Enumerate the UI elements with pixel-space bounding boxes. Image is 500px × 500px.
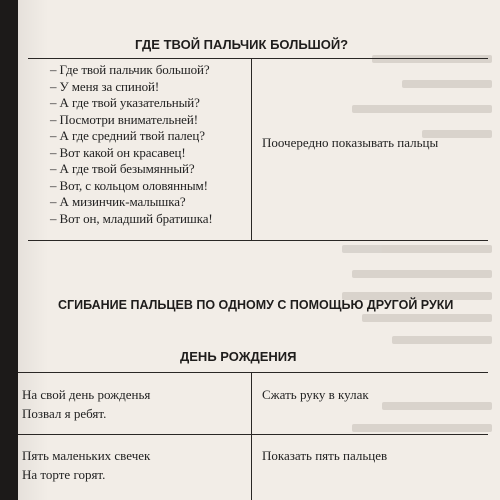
table1-poem xyxy=(50,62,213,227)
table2-row2-line1: Пять маленьких свечек xyxy=(22,448,151,463)
section-heading: СГИБАНИЕ ПАЛЬЦЕВ ПО ОДНОМУ С ПОМОЩЬЮ ДРУГОЙ РУКИ xyxy=(58,298,454,312)
poem-line: – А где твой указательный? xyxy=(50,95,200,110)
table2-row1-line2: Позвал я ребят. xyxy=(22,406,107,421)
table2-top-rule xyxy=(18,372,488,373)
table1-bottom-rule xyxy=(28,240,488,241)
table2-row2-line2: На торте горят. xyxy=(22,467,106,482)
table2-title: ДЕНЬ РОЖДЕНИЯ xyxy=(180,349,297,364)
table1-top-rule xyxy=(28,58,488,59)
poem-line: – Вот он, младший братишка! xyxy=(50,210,213,226)
poem-line: – У меня за спиной! xyxy=(50,78,160,94)
poem-line: – Вот какой он красавец! xyxy=(50,144,186,160)
table2-row2-action: Показать пять пальцев xyxy=(262,448,388,463)
poem-line: – Посмотри внимательней! xyxy=(50,111,198,127)
table1-title: ГДЕ ТВОЙ ПАЛЬЧИК БОЛЬШОЙ? xyxy=(135,37,349,52)
table2-column-divider xyxy=(251,372,252,500)
table2-row-rule xyxy=(18,434,488,435)
poem-line: – Где твой пальчик большой? xyxy=(50,62,210,77)
table1-column-divider xyxy=(251,58,252,241)
poem-line: – А мизинчик-малышка? xyxy=(50,194,186,209)
poem-line: – Вот, с кольцом оловянным! xyxy=(50,177,208,193)
poem-line: – А где твой безымянный? xyxy=(50,161,195,176)
table2-row1-line1: На свой день рожденья xyxy=(22,387,151,402)
poem-line: – А где средний твой палец? xyxy=(50,128,205,143)
book-page xyxy=(18,0,500,500)
show-through-from-facing-page xyxy=(340,0,500,500)
table1-action: Поочередно показывать пальцы xyxy=(262,135,439,150)
table2-row1-action: Сжать руку в кулак xyxy=(262,387,369,402)
